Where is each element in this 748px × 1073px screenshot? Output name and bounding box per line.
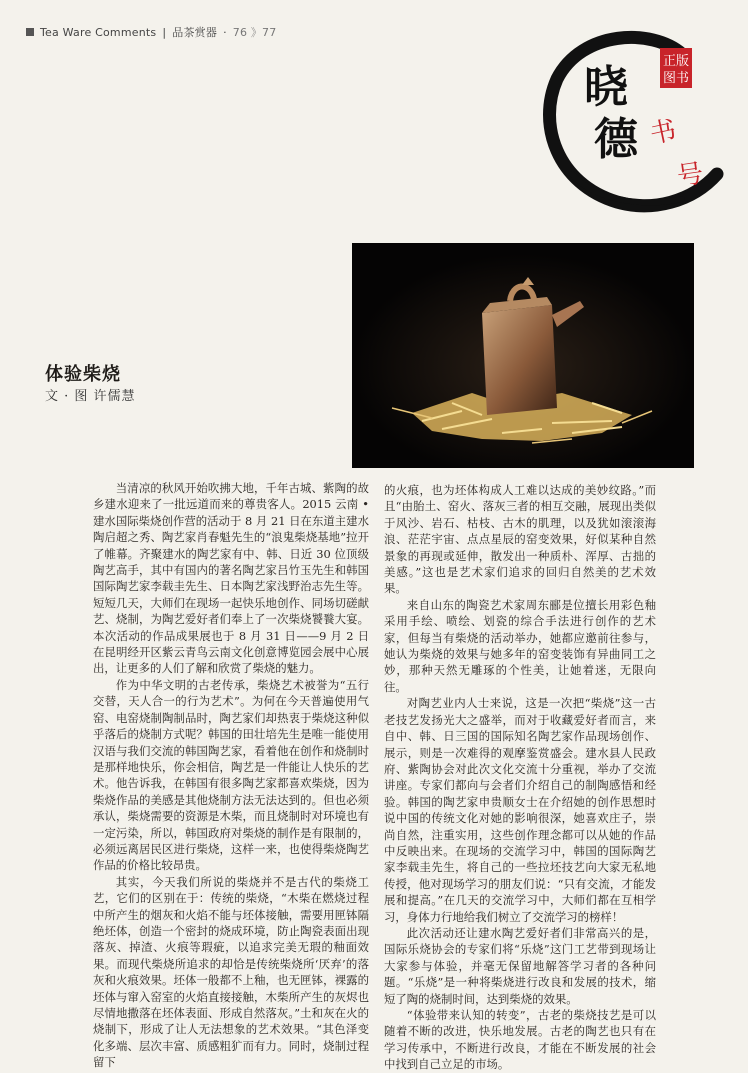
body-paragraph: 来自山东的陶瓷艺术家周东郦是位擅长用彩色釉采用手绘、喷绘、划瓷的综合手法进行创作的艺术家，但每当有柴烧的活动举办，她都应邀前往参与，她认为柴烧的效果与她多年的窑变装饰有异曲同工之妙，那种天然无雕琢的个性美，让她着迷，无限向往。 [384,597,656,694]
logo-char-2: 德 [594,114,638,165]
article-title: 体验柴烧 [45,364,121,385]
header-series: Tea Ware Comments [40,25,157,39]
header-dot: · [223,25,227,39]
logo-brush-char-2: 号 [675,158,706,193]
logo-char-1: 晓 [584,62,628,113]
header-section: 品茶赏器 [172,26,218,39]
left-column [93,480,369,1071]
seal-line-2: 图书 [663,71,690,86]
body-paragraph: 此次活动还让建水陶艺爱好者们非常高兴的是，国际乐烧协会的专家们将“乐烧”这门工艺带到现场让大家参与体验，并毫无保留地解答学习者的各种问题。“乐烧”是一种将柴烧进行改良和发展的技术，缩短了陶的烧制时间，达到柴烧的效果。 [384,925,656,1006]
body-paragraph: “体验带来认知的转变”，古老的柴烧技艺是可以随着不断的改进，快乐地发展。古老的陶艺也只有在学习传承中，不断进行改良，才能在不断发展的社会中找到自己立足的市场。 [384,1008,656,1072]
seal-line-1: 正版 [663,54,690,69]
right-column [384,482,656,1073]
body-paragraph: 的火痕，也为坯体构成人工难以达成的美妙纹路。”而且“由胎土、窑火、落灰三者的相互交融，展现出类似于风沙、岩石、枯枝、古木的肌理，以及犹如滚滚海浪、茫茫宇宙、点点星辰的窑变效果，好似某种自然景象的再现或延伸，散发出一种质朴、浑厚、古拙的美感。”这也是艺术家们追求的回归自然美的艺术效果。 [384,483,656,596]
teapot-photo-illustration [352,243,694,468]
page-numbers: 76 》77 [232,26,277,39]
header-square-icon [26,28,34,36]
body-paragraph: 对陶艺业内人士来说，这是一次把“柴烧”这一古老技艺发扬光大之盛举，而对于收藏爱好者而言，来自中、韩、日三国的国际知名陶艺家作品现场创作、展示，则是一次难得的观摩鉴赏盛会。建水县人民政府、紫陶协会对此次文化交流十分重视，举办了交流讲座。专家们都向与会者们介绍自己的制陶感悟和经验。韩国的陶艺家申贵顺女士在介绍她的创作思想时说中国的传统文化对她的影响很深，她喜欢庄子，崇尚自然，注重实用，这些创作理念都可以从她的作品中反映出来。在现场的交流学习中，韩国的国际陶艺家李载圭先生，将自己的一些拉坯技艺向大家无私地传授，他对现场学习的朋友们说：“只有交流，才能发展和提高。”在几天的交流学习中，大师们都在互相学习，身体力行地给我们树立了交流学习的榜样！ [384,696,656,924]
header-divider: | [162,25,167,39]
body-paragraph: 作为中华文明的古老传承，柴烧艺术被誉为“五行交替，天人合一的行为艺术”。为何在今天普遍使用气窑、电窑烧制陶制品时，陶艺家们却热衷于柴烧这种似乎落后的烧制方式呢？韩国的田壮培先生是唯一能使用汉语与我们交流的韩国陶艺家，看着他在创作和烧制时是那样地快乐，你会相信，陶艺是一件能让人快乐的艺术。他告诉我，在韩国有很多陶艺家都喜欢柴烧，因为柴烧作品的美感是其他烧制方法无法达到的。但也必须承认，柴烧需要的资源是木柴，而且烧制时对环境也有一定污染，所以，韩国政府对柴烧的制作是有限制的，必须远离居民区进行柴烧，这样一来，也使得柴烧陶艺作品的价格比较昂贵。 [93,677,369,873]
article-photo [352,243,694,468]
article-byline: 文 · 图 许儒慧 [45,389,136,404]
body-paragraph: 当清凉的秋风开始吹拂大地，千年古城、紫陶的故乡建水迎来了一批远道而来的尊贵客人。2015 云南 • 建水国际柴烧创作营的活动于 8 月 21 日在东道主建水陶启超之秀、陶艺家肖春魁先生的“浪鬼柴烧基地”拉开了帷幕。齐聚建水的陶艺家有中、韩、日近 30 位顶级陶艺高手，其中有国内的著名陶艺家吕竹玉先生和韩国国际陶艺家李载圭先生、日本陶艺家浅野治志先生等。短短几天，大师们在现场一起快乐地创作、同场切磋献艺、烧制，为陶艺爱好者们奉上了一次柴烧饕餮大宴。本次活动的作品成果展也于 8 月 31 日——9 月 2 日在昆明经开区紫云青鸟云南文化创意博览园会展中心展出，让更多的人们了解和欣赏了柴烧的魅力。 [93,481,369,676]
logo-brush-char-1: 书 [647,115,680,151]
publisher-logo [532,24,732,214]
body-paragraph: 其实，今天我们所说的柴烧并不是古代的柴烧工艺，它们的区别在于：传统的柴烧，“木柴在燃烧过程中所产生的烟灰和火焰不能与坯体接触，需要用匣钵隔绝坯体，创造一个密封的烧成环境，防止陶瓷表面出现落灰、掉渣、火痕等瑕疵，以追求完美无瑕的釉面效果。而现代柴烧所追求的却恰是传统柴烧所‘厌弃’的落灰和火痕效果。坯体一般都不上釉，也无匣钵，裸露的坯体与窜入窑室的火焰直接接触，木柴所产生的灰烬也尽情地撒落在坯体表面、形成自然落灰。”土和灰在火的烧制下，形成了让人无法想象的艺术效果。“其色泽变化多端、层次丰富、质感粗犷而有力。同时，烧制过程留下 [93,874,369,1070]
running-header [26,24,276,40]
